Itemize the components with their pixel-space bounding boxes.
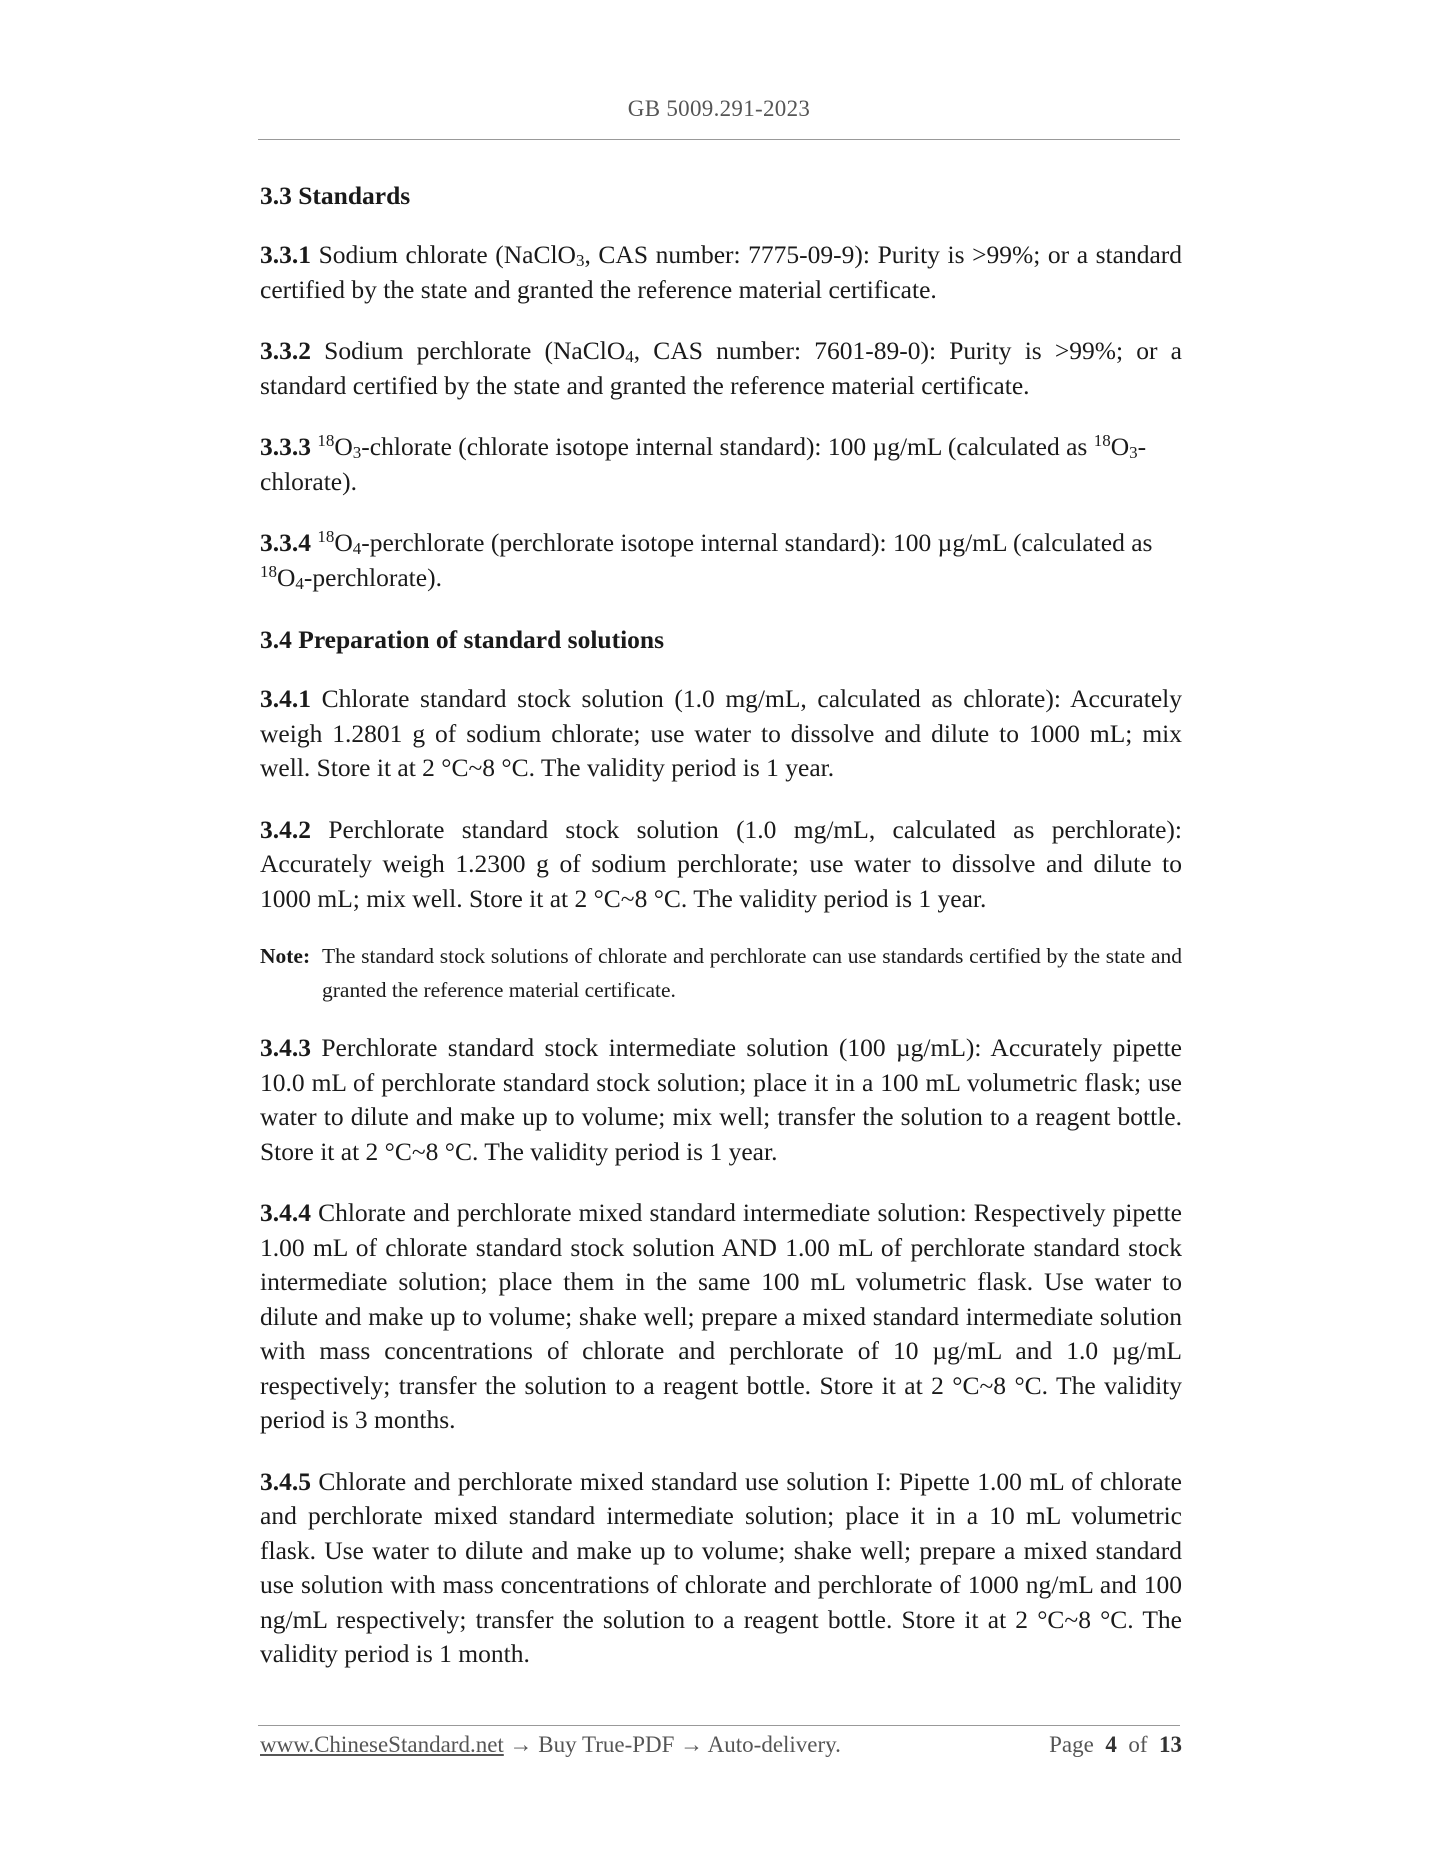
page-indicator bbox=[1049, 1728, 1182, 1762]
subscript: 3 bbox=[575, 251, 585, 270]
clause-text: O bbox=[277, 562, 296, 592]
page-of: of bbox=[1128, 1732, 1148, 1757]
clause-text: O bbox=[334, 432, 353, 461]
clause-text: O bbox=[1110, 432, 1130, 461]
note-label: Note: bbox=[260, 944, 311, 968]
clause-text: -chlorate (chlorate isotope internal standard): 100 µg/mL (calculated as bbox=[361, 432, 1094, 461]
clause-text: -chlorate). bbox=[260, 432, 1147, 496]
subscript: 4 bbox=[295, 573, 304, 593]
clause-text: Perchlorate standard stock solution (1.0 mg/mL, calculated as perchlorate): Accurately weigh 1.2300 g of sodium perchlorate; use water to dissolve and dilute to 1000 mL; mix well. Store it at 2 °C~8 °C. The validity period is 1 year. bbox=[260, 814, 1182, 913]
clause-number: 3.4.3 bbox=[260, 1033, 311, 1062]
clause-text: Sodium chlorate (NaClO bbox=[311, 240, 576, 269]
note-text: The standard stock solutions of chlorate and perchlorate can use standards certified by the state and granted the reference material certificate. bbox=[322, 944, 1182, 1002]
clause-3-4-1 bbox=[260, 682, 1182, 786]
clause-number: 3.4.1 bbox=[260, 684, 311, 713]
clause-text: , CAS number: 7775-09-9): Purity is >99%; or a standard certified by the state and granted the reference material certificate. bbox=[260, 240, 1183, 304]
clause-text: -perchlorate (perchlorate isotope internal standard): 100 µg/mL (calculated as bbox=[361, 528, 1153, 557]
section-heading-3-3: 3.3 Standards bbox=[260, 181, 411, 210]
clause-number: 3.3.4 bbox=[260, 528, 311, 557]
clause-3-3-4 bbox=[260, 526, 1182, 595]
footer-divider bbox=[258, 1725, 1180, 1726]
page-content bbox=[260, 178, 1182, 1699]
superscript: 18 bbox=[317, 431, 335, 450]
page-footer bbox=[260, 1728, 1182, 1762]
clause-3-4-4 bbox=[260, 1196, 1182, 1438]
clause-number: 3.4.2 bbox=[260, 814, 311, 844]
site-link[interactable]: www.ChineseStandard.net bbox=[260, 1732, 504, 1757]
superscript: 18 bbox=[260, 561, 277, 581]
clause-number: 3.4.4 bbox=[260, 1198, 311, 1227]
clause-3-3-3 bbox=[260, 430, 1182, 499]
clause-3-4-2 bbox=[260, 813, 1182, 917]
note-block bbox=[260, 939, 1182, 1007]
clause-text: , CAS number: 7601-89-0): Purity is >99%; or a standard certified by the state and granted the reference material certificate. bbox=[260, 336, 1182, 400]
subscript: 3 bbox=[1129, 443, 1138, 462]
clause-text: Sodium perchlorate (NaClO bbox=[311, 336, 626, 365]
clause-3-3-2 bbox=[260, 334, 1182, 403]
superscript: 18 bbox=[1093, 431, 1111, 450]
document-header: GB 5009.291-2023 bbox=[627, 96, 811, 121]
subscript: 4 bbox=[625, 347, 634, 366]
clause-text: Perchlorate standard stock intermediate solution (100 µg/mL): Accurately pipette 10.0 mL of perchlorate standard stock solution; place it in a 100 mL volumetric flask; use water to dilute and make up to volume; mix well; transfer the solution to a reagent bottle. Store it at 2 °C~8 °C. The validity period is 1 year. bbox=[260, 1033, 1182, 1166]
clause-number: 3.3.2 bbox=[260, 336, 311, 365]
footer-tagline: → Buy True-PDF → Auto-delivery. bbox=[503, 1732, 841, 1757]
page-total: 13 bbox=[1159, 1732, 1182, 1757]
page-label: Page bbox=[1049, 1732, 1094, 1757]
clause-text: Chlorate standard stock solution (1.0 mg/mL, calculated as chlorate): Accurately weigh 1.2801 g of sodium chlorate; use water to dissolve and dilute to 1000 mL; mix well. Store it at 2 °C~8 °C. The validity period is 1 year. bbox=[260, 684, 1182, 782]
subscript: 3 bbox=[352, 443, 362, 462]
clause-text: -perchlorate). bbox=[303, 562, 442, 592]
superscript: 18 bbox=[317, 527, 335, 546]
clause-3-3-1 bbox=[260, 238, 1182, 307]
section-heading-3-4: 3.4 Preparation of standard solutions bbox=[260, 625, 665, 654]
clause-number: 3.4.5 bbox=[260, 1466, 311, 1496]
clause-text: O bbox=[334, 528, 353, 557]
clause-3-4-5 bbox=[260, 1465, 1182, 1672]
subscript: 4 bbox=[352, 539, 362, 558]
clause-3-4-3 bbox=[260, 1031, 1182, 1169]
clause-text: Chlorate and perchlorate mixed standard use solution I: Pipette 1.00 mL of chlorate and perchlorate mixed standard intermediate solution; place it in a 10 mL volumetric flask. Use water to dilute and make up to volume; shake well; prepare a mixed standard use solution with mass concentrations of chlorate and perchlorate of 1000 ng/mL and 100 ng/mL respectively; transfer the solution to a reagent bottle. Store it at 2 °C~8 °C. The validity period is 1 month. bbox=[260, 1466, 1182, 1668]
clause-text: Chlorate and perchlorate mixed standard intermediate solution: Respectively pipette 1.00 mL of chlorate standard stock solution AND 1.00 mL of perchlorate standard stock intermediate solution; place them in the same 100 mL volumetric flask. Use water to dilute and make up to volume; shake well; prepare a mixed standard intermediate solution with mass concentrations of chlorate and perchlorate of 10 µg/mL and 1.0 µg/mL respectively; transfer the solution to a reagent bottle. Store it at 2 °C~8 °C. The validity period is 3 months. bbox=[260, 1198, 1182, 1434]
header-divider bbox=[258, 139, 1180, 140]
page-current: 4 bbox=[1105, 1732, 1117, 1757]
footer-promo bbox=[260, 1728, 841, 1762]
clause-number: 3.3.3 bbox=[260, 432, 311, 461]
clause-number: 3.3.1 bbox=[260, 240, 311, 269]
